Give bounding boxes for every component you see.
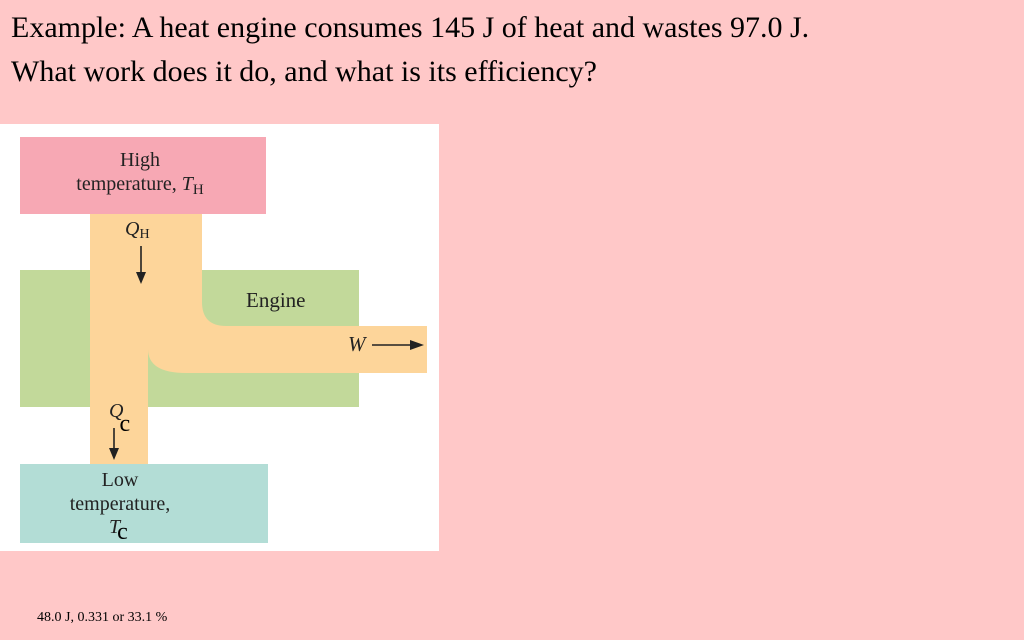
heat-in-symbol: Q <box>125 218 140 240</box>
high-label-line2 <box>76 173 204 198</box>
low-label-line2: temperature, <box>69 493 171 515</box>
work-label: W <box>348 332 366 356</box>
high-label-text: temperature, <box>76 173 182 195</box>
answer-text: 48.0 J, 0.331 or 33.1 % <box>37 610 168 625</box>
low-temp-symbol: T <box>109 516 121 538</box>
heat-engine-svg <box>0 124 439 551</box>
heat-out-symbol: Q <box>109 400 124 422</box>
title-line-1: Example: A heat engine consumes 145 J of heat and wastes 97.0 J. <box>11 11 810 44</box>
title-line-2: What work does it do, and what is its efficiency? <box>11 55 597 88</box>
low-temp-sub: c <box>117 519 128 545</box>
slide-title <box>11 6 1001 94</box>
high-temp-sub: H <box>192 182 204 198</box>
heat-out-sub: c <box>119 411 131 437</box>
high-temp-symbol: T <box>181 173 193 195</box>
high-label-line1: High <box>120 149 160 171</box>
engine-label: Engine <box>246 288 306 312</box>
low-label-line1: Low <box>101 469 139 491</box>
heat-in-sub: H <box>139 227 150 242</box>
heat-engine-diagram <box>0 124 439 551</box>
